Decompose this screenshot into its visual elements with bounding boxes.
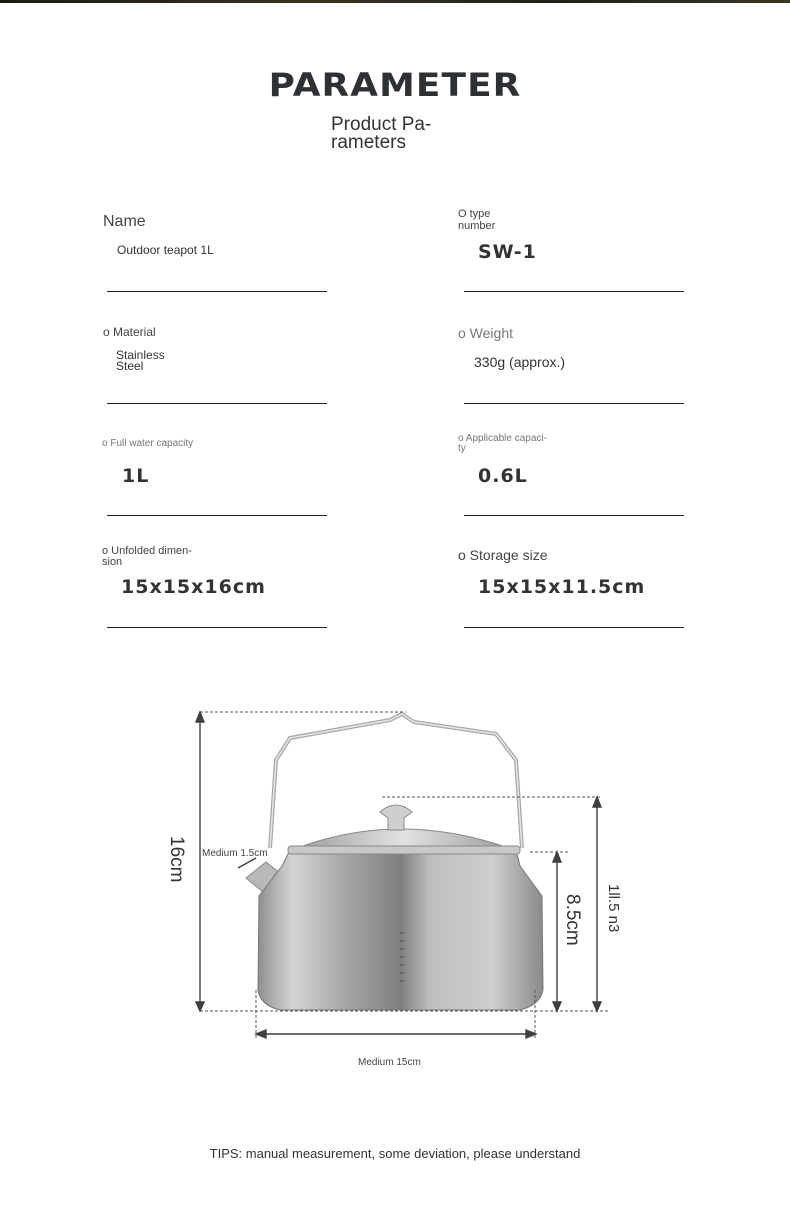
kettle-dimension-diagram <box>150 700 630 1080</box>
param-full-water-capacity <box>102 438 324 528</box>
param-type-number <box>458 208 680 298</box>
param-value: 15x15x11.5cm <box>478 576 646 598</box>
storage-height-label: 1ll.5 n3 <box>605 884 622 933</box>
param-label: o Material <box>103 325 156 339</box>
param-value: 1L <box>122 465 150 487</box>
divider-line <box>464 627 684 628</box>
param-value: Stainless Steel <box>116 348 165 373</box>
subtitle-line-2: rameters <box>331 132 406 153</box>
body-height-label: 8.5cm <box>562 894 583 946</box>
width-label: Medium 15cm <box>358 1057 421 1068</box>
total-height-label: 16cm <box>166 836 187 883</box>
param-applicable-capacity <box>458 434 680 524</box>
param-label: o Applicable capaci- ty <box>458 433 547 454</box>
param-weight <box>458 325 680 415</box>
param-label: o Unfolded dimen- sion <box>102 545 192 568</box>
kettle-illustration <box>150 700 630 1080</box>
param-label: o Weight <box>458 325 513 341</box>
param-value: 330g (approx.) <box>474 354 566 370</box>
param-value: 0.6L <box>478 465 528 487</box>
divider-line <box>464 403 684 404</box>
spout-diameter-label: Medium 1.5cm <box>202 848 268 859</box>
subtitle-line-1: Product Pa- <box>331 114 432 135</box>
param-value: 15x15x16cm <box>121 576 266 598</box>
divider-line <box>464 291 684 292</box>
top-border <box>0 0 790 3</box>
param-name <box>103 212 325 302</box>
divider-line <box>107 291 327 292</box>
param-value: Outdoor teapot 1L <box>117 243 214 257</box>
param-storage-size <box>458 547 680 637</box>
param-label: Name <box>103 213 146 230</box>
divider-line <box>464 515 684 516</box>
tips-note: TIPS: manual measurement, some deviation, please understand <box>209 1146 581 1161</box>
param-unfolded-dimension <box>102 546 324 636</box>
divider-line <box>107 515 327 516</box>
param-label: o Full water capacity <box>102 438 194 449</box>
param-label: O type number <box>458 208 496 232</box>
param-label: o Storage size <box>458 547 548 563</box>
param-material <box>103 326 325 416</box>
divider-line <box>107 403 327 404</box>
page-subtitle <box>331 116 461 152</box>
divider-line <box>107 627 327 628</box>
page-title: PARAMETER <box>268 66 522 104</box>
param-value: SW-1 <box>478 241 537 263</box>
